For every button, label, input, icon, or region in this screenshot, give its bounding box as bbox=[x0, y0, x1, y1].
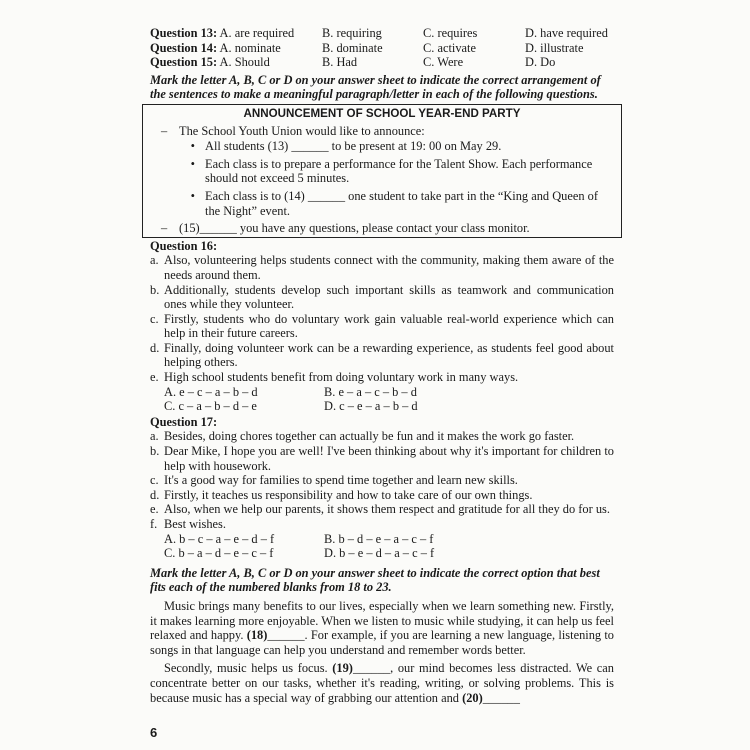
item-label: f. bbox=[150, 517, 158, 531]
item-text: High school students benefit from doing voluntary work in many ways. bbox=[164, 370, 519, 385]
item-text: Besides, doing chores together can actually be fun and it makes the work go faster. bbox=[164, 429, 575, 444]
question-label: Question 15: bbox=[150, 55, 218, 70]
option-c: C. activate bbox=[423, 40, 476, 55]
option-row bbox=[150, 399, 614, 414]
announcement-intro-text: The School Youth Union would like to announce: bbox=[179, 123, 425, 138]
blank-number: (20) bbox=[462, 690, 483, 705]
bullet-text: All students (13) ______ to be present at 19: 00 on May 29. bbox=[205, 139, 502, 154]
item-label: d. bbox=[150, 487, 160, 502]
option-a: A. nominate bbox=[219, 40, 281, 55]
announcement-closing-text: (15)______ you have any questions, please contact your class monitor. bbox=[179, 221, 530, 236]
item-text: Firstly, students who do voluntary work gain valuable real-world experience which can help in their future careers. bbox=[164, 311, 614, 341]
passage-text: Music brings many benefits to our lives, especially when we learn something new. Firstly, it makes learning more enjoyable. When we listen to music while studying, it can help us feel relaxed and happy. bbox=[150, 598, 614, 643]
option-row bbox=[150, 385, 614, 400]
blank-number: (19) bbox=[332, 661, 353, 676]
question-row-13 bbox=[150, 26, 614, 41]
announcement-bullets bbox=[151, 139, 613, 218]
option-a: A. e – c – a – b – d bbox=[164, 384, 258, 399]
question-label: Question 14: bbox=[150, 40, 218, 55]
answer-options-13-15 bbox=[150, 26, 614, 70]
instruction-blanks: Mark the letter A, B, C or D on your answer sheet to indicate the correct option that best fits each of the numbered blanks from 18 to 23. bbox=[150, 565, 600, 595]
bullet-icon: • bbox=[190, 156, 195, 171]
list-item bbox=[150, 312, 614, 341]
option-b: B. dominate bbox=[322, 40, 383, 55]
announcement-box bbox=[142, 104, 622, 238]
passage-text: ______ bbox=[482, 690, 520, 705]
option-b: B. Had bbox=[322, 55, 358, 70]
announcement-title: ANNOUNCEMENT OF SCHOOL YEAR-END PARTY bbox=[243, 106, 521, 120]
list-item bbox=[150, 253, 614, 282]
list-item bbox=[150, 517, 614, 532]
passage-text: ______. For example, if you are learning a new language, listening to songs in that language can help you understand and remember words better. bbox=[150, 628, 614, 657]
option-b: B. b – d – e – a – c – f bbox=[324, 531, 434, 546]
passage-text: ______, our mind becomes less distracted. We can concentrate better on our tasks, whether it's reading, writing, or solving problems. This is because music has a special way of grabbing our attention and bbox=[150, 661, 614, 705]
option-c: C. requires bbox=[423, 26, 478, 40]
item-text: Also, volunteering helps students connect with the community, making them aware of the needs around them. bbox=[164, 253, 614, 282]
item-label: d. bbox=[150, 340, 160, 355]
list-item bbox=[151, 157, 613, 186]
dash-marker: – bbox=[161, 221, 168, 236]
reading-passage bbox=[150, 599, 614, 705]
option-c: C. b – a – d – e – c – f bbox=[164, 546, 274, 561]
question-17 bbox=[150, 415, 614, 561]
list-item bbox=[150, 488, 614, 503]
list-item bbox=[150, 444, 614, 473]
option-a: A. Should bbox=[219, 55, 270, 70]
item-text: Additionally, students develop such important skills as teamwork and communication ones while they volunteer. bbox=[164, 282, 614, 312]
item-label: e. bbox=[150, 502, 159, 517]
bullet-icon: • bbox=[190, 139, 195, 154]
option-d: D. c – e – a – b – d bbox=[324, 399, 418, 414]
item-label: c. bbox=[150, 311, 159, 326]
bullet-icon: • bbox=[190, 188, 195, 203]
bullet-text: Each class is to prepare a performance for the Talent Show. Each performance should not exceed 5 minutes. bbox=[205, 156, 593, 186]
item-text: Finally, doing volunteer work can be a rewarding experience, as students feel good about helping others. bbox=[164, 340, 614, 370]
dash-marker: – bbox=[161, 123, 168, 138]
question-row-15 bbox=[150, 55, 614, 70]
option-d: D. b – e – d – a – c – f bbox=[324, 546, 435, 561]
item-text: Best wishes. bbox=[164, 517, 226, 531]
item-text: It's a good way for families to spend time together and learn new skills. bbox=[164, 473, 518, 488]
list-item bbox=[150, 370, 614, 385]
list-item bbox=[151, 139, 613, 154]
option-c: C. c – a – b – d – e bbox=[164, 399, 257, 414]
list-item bbox=[150, 283, 614, 312]
item-label: e. bbox=[150, 370, 159, 385]
question-heading: Question 16: bbox=[150, 238, 218, 253]
list-item bbox=[150, 341, 614, 370]
option-d: D. Do bbox=[525, 55, 556, 70]
item-text: Firstly, it teaches us responsibility and how to take care of our own things. bbox=[164, 487, 533, 502]
question-16 bbox=[150, 239, 614, 414]
passage-paragraph-2 bbox=[150, 661, 614, 705]
blank-number: (18) bbox=[246, 628, 268, 643]
list-item bbox=[150, 429, 614, 444]
option-b: B. e – a – c – b – d bbox=[324, 384, 417, 399]
option-c: C. Were bbox=[423, 55, 464, 70]
item-label: b. bbox=[150, 444, 160, 459]
option-d: D. illustrate bbox=[525, 40, 584, 55]
item-label: b. bbox=[150, 282, 160, 297]
question-label: Question 13: bbox=[150, 26, 218, 40]
list-item bbox=[151, 189, 613, 218]
announcement-closing bbox=[151, 221, 613, 236]
passage-text: Secondly, music helps us focus. bbox=[164, 661, 333, 676]
question-row-14 bbox=[150, 41, 614, 56]
passage-paragraph-1 bbox=[150, 599, 614, 657]
item-label: c. bbox=[150, 473, 159, 488]
item-label: a. bbox=[150, 253, 159, 268]
list-item bbox=[150, 502, 614, 517]
item-text: Dear Mike, I hope you are well! I've been thinking about why it's important for children to help with housework. bbox=[164, 444, 614, 473]
option-row bbox=[150, 532, 614, 547]
item-text: Also, when we help our parents, it shows them respect and gratitude for all they do for us. bbox=[164, 502, 610, 517]
option-a: A. b – c – a – e – d – f bbox=[164, 531, 275, 546]
instruction-arrangement: Mark the letter A, B, C or D on your answer sheet to indicate the correct arrangement of the sentences to make a meaningful paragraph/letter in each of the following questions. bbox=[150, 72, 601, 102]
option-d: D. have required bbox=[525, 26, 608, 40]
question-heading: Question 17: bbox=[150, 414, 218, 429]
announcement-intro bbox=[151, 124, 613, 139]
bullet-text: Each class is to (14) ______ one student to take part in the “King and Queen of the Night” event. bbox=[205, 188, 598, 218]
page-number: 6 bbox=[150, 725, 158, 740]
option-row bbox=[150, 546, 614, 561]
option-b: B. requiring bbox=[322, 26, 382, 40]
item-label: a. bbox=[150, 429, 159, 444]
list-item bbox=[150, 473, 614, 488]
option-a: A. are required bbox=[219, 26, 295, 40]
